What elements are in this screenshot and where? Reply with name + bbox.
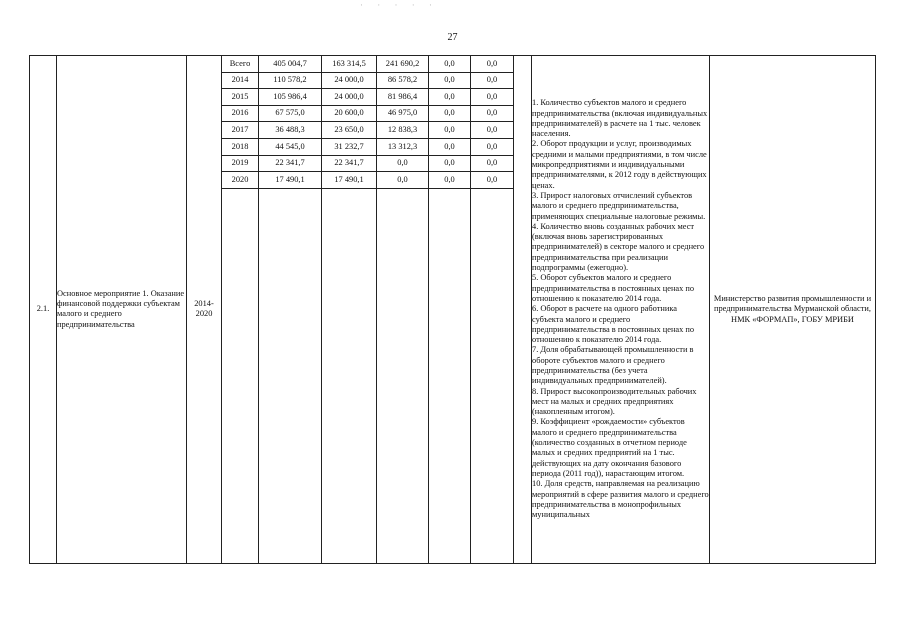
- cell-c1: 163 314,5: [322, 56, 377, 73]
- cell-c3: 0,0: [429, 172, 471, 189]
- empty-cell: [429, 188, 471, 563]
- cell-c1: 23 650,0: [322, 122, 377, 139]
- cell-c1: 31 232,7: [322, 138, 377, 155]
- cell-total: 22 341,7: [259, 155, 322, 172]
- cell-total: 17 490,1: [259, 172, 322, 189]
- responsible-executors: Министерство развития промышленности и предпринимательства Мурманской области, НМК «ФОРМАП», ГОБУ МРИБИ: [710, 56, 876, 564]
- cell-year: Всего: [222, 56, 259, 73]
- cell-c4: 0,0: [471, 172, 514, 189]
- cell-c2: 86 578,2: [377, 72, 429, 89]
- cell-c3: 0,0: [429, 105, 471, 122]
- cell-year: 2015: [222, 89, 259, 106]
- scan-artifact-marks: · · · · ·: [360, 0, 438, 10]
- cell-year: 2018: [222, 138, 259, 155]
- cell-year: 2019: [222, 155, 259, 172]
- cell-c4: 0,0: [471, 105, 514, 122]
- cell-year: 2016: [222, 105, 259, 122]
- activity-title: Основное мероприятие 1. Оказание финансовой поддержки субъектам малого и среднего предпринимательства: [57, 56, 187, 564]
- cell-c1: 22 341,7: [322, 155, 377, 172]
- indicator-item: 4. Количество вновь созданных рабочих мест (включая вновь зарегистрированных предпринимателей) в секторе малого и среднего предпринимательства при реализации подпрограммы (ежегодно).: [532, 221, 705, 273]
- cell-year: 2014: [222, 72, 259, 89]
- cell-c4: 0,0: [471, 72, 514, 89]
- cell-year: 2017: [222, 122, 259, 139]
- indicator-item: 6. Оборот в расчете на одного работника субъекта малого и среднего предпринимательства в постоянных ценах по отношению к показателю 2014 года.: [532, 304, 695, 345]
- cell-c2: 12 838,3: [377, 122, 429, 139]
- period-cell: 2014- 2020: [187, 56, 222, 564]
- cell-c1: 20 600,0: [322, 105, 377, 122]
- empty-cell: [322, 188, 377, 563]
- cell-total: 405 004,7: [259, 56, 322, 73]
- cell-c4: 0,0: [471, 89, 514, 106]
- cell-c3: 0,0: [429, 56, 471, 73]
- cell-c2: 0,0: [377, 172, 429, 189]
- cell-c3: 0,0: [429, 122, 471, 139]
- cell-total: 36 488,3: [259, 122, 322, 139]
- page-number: 27: [447, 32, 458, 43]
- empty-cell: [471, 188, 514, 563]
- cell-c4: 0,0: [471, 155, 514, 172]
- blank-column: [514, 56, 532, 564]
- cell-c3: 0,0: [429, 138, 471, 155]
- cell-c2: 46 975,0: [377, 105, 429, 122]
- cell-c4: 0,0: [471, 56, 514, 73]
- cell-c2: 241 690,2: [377, 56, 429, 73]
- cell-c4: 0,0: [471, 138, 514, 155]
- cell-c2: 0,0: [377, 155, 429, 172]
- empty-cell: [259, 188, 322, 563]
- cell-total: 105 986,4: [259, 89, 322, 106]
- cell-c1: 24 000,0: [322, 89, 377, 106]
- financing-row: [30, 56, 876, 73]
- row-number: 2.1.: [30, 56, 57, 564]
- program-table: [29, 55, 876, 564]
- indicator-item: 2. Оборот продукции и услуг, производимых средними и малыми предприятиями, в том числе микропредприятиями и индивидуальными предпринимателями, к 2012 году в действующих ценах.: [532, 139, 707, 190]
- cell-total: 110 578,2: [259, 72, 322, 89]
- cell-c3: 0,0: [429, 72, 471, 89]
- indicator-item: 9. Коэффициент «рождаемости» субъектов малого и среднего предпринимательства (количество созданных в отчетном периоде малых и средних предприятий на 1 тыс. действующих на дату окончания базового периода (2011 год)), нарастающим итогом.: [532, 417, 687, 478]
- cell-c1: 17 490,1: [322, 172, 377, 189]
- cell-c3: 0,0: [429, 155, 471, 172]
- cell-c3: 0,0: [429, 89, 471, 106]
- empty-cell: [222, 188, 259, 563]
- empty-cell: [377, 188, 429, 563]
- cell-total: 44 545,0: [259, 138, 322, 155]
- indicator-item: 3. Прирост налоговых отчислений субъектов малого и среднего предпринимательства, применяющих специальные налоговые режимы.: [532, 190, 706, 221]
- indicator-item: 7. Доля обрабатывающей промышленности в обороте субъектов малого и среднего предпринимательства (без учета индивидуальных предпринимателей).: [532, 345, 694, 386]
- cell-c4: 0,0: [471, 122, 514, 139]
- indicators-cell: [532, 56, 710, 564]
- cell-c1: 24 000,0: [322, 72, 377, 89]
- cell-c2: 13 312,3: [377, 138, 429, 155]
- indicator-item: 1. Количество субъектов малого и среднего предпринимательства (включая индивидуальных предпринимателей) в расчете на 1 тыс. человек населения.: [532, 98, 708, 139]
- cell-year: 2020: [222, 172, 259, 189]
- indicator-item: 8. Прирост высокопроизводительных рабочих мест на малых и средних предприятиях (накопленным итогом).: [532, 386, 697, 417]
- indicator-item: 10. Доля средств, направляемая на реализацию мероприятий в сфере развития малого и среднего предпринимательства в монопрофильных муниципальных: [532, 479, 709, 520]
- indicator-item: 5. Оборот субъектов малого и среднего предпринимательства в постоянных ценах по отношению к показателю 2014 года.: [532, 273, 695, 303]
- cell-c2: 81 986,4: [377, 89, 429, 106]
- cell-total: 67 575,0: [259, 105, 322, 122]
